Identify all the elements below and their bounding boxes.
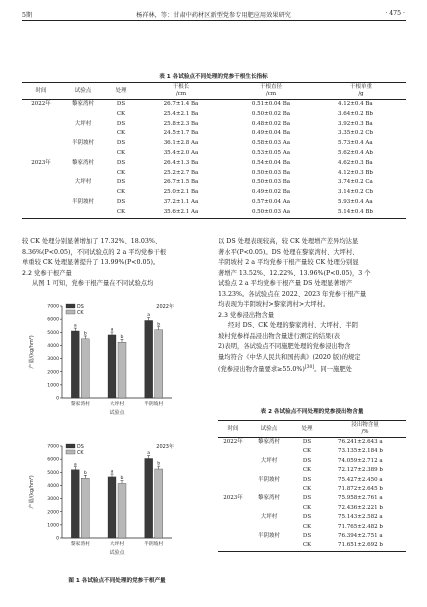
chart-year-label: 2023年 bbox=[156, 444, 174, 450]
table2-cell-val: 76.241±2.643 a bbox=[338, 439, 383, 445]
table2-row bbox=[218, 541, 406, 551]
table1-cell-year bbox=[22, 198, 60, 208]
right-para-line: 著水平(P<0.05)。DS 处理在黎家湾村、大坪村、 bbox=[218, 248, 359, 256]
table1-cell-wt: 4.62±0.3 Ba bbox=[338, 159, 373, 166]
table2-cell-trt: DS bbox=[302, 457, 312, 464]
page-number: · 475 · bbox=[385, 10, 405, 17]
table1-row bbox=[22, 100, 406, 110]
table2-row bbox=[218, 532, 406, 541]
y-tick-label: 3000 bbox=[47, 357, 59, 363]
table1-body bbox=[22, 100, 406, 219]
bar-ds bbox=[108, 335, 116, 398]
table1-row bbox=[22, 149, 406, 159]
x-tick-label: 大坪村 bbox=[109, 542, 125, 547]
y-tick-label: 5000 bbox=[47, 470, 59, 476]
table1-cell-wt: 3.35±0.2 Cb bbox=[338, 130, 374, 137]
table1-header-row bbox=[22, 83, 406, 100]
table1-row bbox=[22, 208, 406, 218]
table1-row bbox=[22, 120, 406, 130]
table1-cell-trt: DS bbox=[116, 140, 126, 147]
significance-letter: a bbox=[110, 469, 114, 475]
table2-cell-site: 大坪村 bbox=[260, 514, 278, 521]
significance-letter: a bbox=[147, 451, 151, 457]
table1-cell-trt: DS bbox=[116, 198, 126, 205]
right-para-line: 试验点 2 a 平均党参干根产量 DS 处理显著增产 bbox=[218, 280, 353, 287]
table1-cell-site bbox=[60, 208, 106, 218]
table2-cell-val: 71.651±2.692 b bbox=[338, 542, 383, 549]
y-tick-label: 2000 bbox=[47, 370, 59, 376]
table1-cell-dia: 0.51±0.04 Ba bbox=[251, 101, 291, 107]
table1-cell-site: 半阴坡村 bbox=[71, 198, 94, 205]
table2-cell-site: 大坪村 bbox=[260, 457, 278, 464]
table1-cell-trt: CK bbox=[116, 130, 126, 137]
table1-cell-trt: DS bbox=[116, 120, 126, 127]
table1-cell-dia: 0.50±0.03 Aa bbox=[251, 208, 291, 215]
table2-cell-year bbox=[218, 523, 248, 532]
significance-letter: b bbox=[157, 461, 161, 467]
bar-ck bbox=[118, 483, 126, 538]
table2-cell-val: 71.765±2.482 b bbox=[338, 523, 383, 530]
table1-cell-year bbox=[22, 208, 60, 218]
table2-row bbox=[218, 457, 406, 466]
table2-cell-year bbox=[218, 504, 248, 513]
table1-cell-len: 36.1±2.8 Aa bbox=[163, 140, 199, 147]
table1-header: 干根直径 /cm bbox=[259, 84, 282, 97]
table1-cell-wt: 3.64±0.2 Bb bbox=[338, 110, 373, 117]
y-tick-label: 5000 bbox=[47, 330, 59, 336]
table1-cell-site: 大坪村 bbox=[74, 179, 92, 186]
y-tick-label: 0 bbox=[56, 396, 59, 402]
bar-ck bbox=[81, 478, 89, 538]
table1-cell-wt: 5.14±0.4 Bb bbox=[338, 208, 373, 215]
table2-cell-site: 黎家湾村 bbox=[257, 495, 280, 502]
table2-cell-site: 半阴坡村 bbox=[257, 476, 280, 483]
table1-cell-year bbox=[22, 120, 60, 130]
table1-row bbox=[22, 110, 406, 120]
table2 bbox=[218, 420, 406, 552]
table1-cell-wt: 5.62±0.4 Ab bbox=[338, 149, 373, 156]
table2-header: 时间 bbox=[227, 425, 239, 432]
table1-cell-year bbox=[22, 110, 60, 120]
figure1-caption: 图 1 各试验点不同处理的党参干根产量 bbox=[68, 578, 166, 584]
table2-cell-site bbox=[248, 447, 290, 456]
table2-cell-trt: DS bbox=[302, 439, 312, 445]
significance-letter: a bbox=[147, 313, 151, 319]
table1-cell-year bbox=[22, 129, 60, 139]
table1-cell-site: 半阴坡村 bbox=[71, 140, 94, 147]
table2-cell-val: 73.135±2.184 b bbox=[338, 448, 383, 455]
table1-cell-trt: CK bbox=[116, 169, 126, 176]
table2-cell-site bbox=[248, 485, 290, 494]
table2-cell-val: 71.872±2.645 b bbox=[338, 486, 383, 493]
table2-cell-site: 黎家湾村 bbox=[257, 439, 280, 445]
table1-row bbox=[22, 129, 406, 139]
x-tick-label: 黎家湾村 bbox=[70, 402, 90, 407]
table1-cell-site bbox=[60, 129, 106, 139]
table1-cell-dia: 0.49±0.02 Ba bbox=[251, 189, 291, 196]
table2-cell-trt: DS bbox=[302, 514, 312, 521]
significance-letter: b bbox=[157, 322, 161, 328]
table1-cell-wt: 5.93±0.4 Aa bbox=[338, 198, 373, 205]
legend-swatch-ck bbox=[66, 310, 75, 314]
table1-row bbox=[22, 169, 406, 179]
bar-ck bbox=[155, 330, 163, 398]
table1-cell-year bbox=[22, 178, 60, 188]
table1-cell-len: 26.7±1.5 Ba bbox=[163, 179, 199, 186]
table2-cell-val: 76.394±2.751 a bbox=[338, 533, 383, 540]
table2-row bbox=[218, 523, 406, 532]
significance-letter: b bbox=[83, 331, 87, 337]
table2-cell-trt: DS bbox=[302, 495, 312, 502]
table1-caption: 表 1 各试验点不同处理的党参干根生长指标 bbox=[159, 74, 268, 80]
table2-cell-year bbox=[218, 457, 248, 466]
table1-cell-dia: 0.48±0.02 Ba bbox=[251, 120, 291, 127]
table2-cell-site bbox=[248, 523, 290, 532]
table1-cell-dia: 0.53±0.05 Aa bbox=[251, 149, 291, 156]
table2-row bbox=[218, 447, 406, 456]
table1-header: 试验点 bbox=[74, 87, 92, 94]
table2-cell-year: 2023年 bbox=[223, 495, 243, 502]
table1-cell-dia: 0.50±0.02 Ba bbox=[251, 110, 291, 117]
significance-letter: a bbox=[73, 462, 77, 468]
x-tick-label: 黎家湾村 bbox=[70, 542, 90, 547]
right-para-line bbox=[218, 363, 352, 376]
table1-cell-wt: 5.73±0.4 Aa bbox=[338, 140, 373, 147]
table2-header-row bbox=[218, 421, 406, 438]
table1-cell-dia: 0.57±0.04 Aa bbox=[251, 198, 291, 205]
table2-row bbox=[218, 485, 406, 494]
table1-cell-year bbox=[22, 169, 60, 179]
table2-cell-trt: CK bbox=[302, 467, 312, 474]
table1-cell-year bbox=[22, 149, 60, 159]
section-heading-2-2: 2.2 党参干根产量 bbox=[22, 269, 72, 277]
table1-cell-dia: 0.54±0.04 Ba bbox=[251, 159, 291, 166]
right-para-line: 著增产 13.52%、12.22%、13.96%(P<0.05)，3 个 bbox=[218, 269, 371, 277]
y-axis-label: 产量/(kg/hm²) bbox=[29, 475, 35, 509]
bar-ck bbox=[118, 342, 126, 398]
table2-cell-val: 75.958±2.761 a bbox=[338, 495, 383, 502]
table1-cell-trt: DS bbox=[116, 159, 126, 166]
y-tick-label: 4000 bbox=[47, 484, 59, 490]
significance-letter: a bbox=[73, 323, 77, 329]
y-tick-label: 7000 bbox=[47, 444, 59, 450]
y-tick-label: 1000 bbox=[47, 383, 59, 389]
table2-cell-val: 75.143±2.582 a bbox=[338, 514, 383, 521]
table1-cell-wt: 4.12±0.3 Bb bbox=[338, 169, 373, 176]
table2-header: 浸出物含量 /% bbox=[351, 422, 379, 435]
table2-cell-year bbox=[218, 466, 248, 475]
table2-row bbox=[218, 504, 406, 513]
citation: [30] bbox=[304, 365, 315, 370]
table1-cell-len: 25.4±2.1 Ba bbox=[163, 110, 199, 117]
table1-cell-len: 35.6±2.1 Aa bbox=[163, 208, 199, 215]
table2-cell-trt: DS bbox=[302, 533, 312, 540]
y-tick-label: 2000 bbox=[47, 510, 59, 516]
table1-cell-len: 35.4±2.0 Aa bbox=[163, 149, 199, 156]
table2-cell-site bbox=[248, 541, 290, 551]
table2-cell-year bbox=[218, 541, 248, 551]
bar-ds bbox=[145, 320, 153, 398]
table2-cell-trt: CK bbox=[302, 542, 312, 549]
legend-label-ck: CK bbox=[77, 311, 84, 316]
x-tick-label: 大坪村 bbox=[109, 402, 125, 407]
table1-row bbox=[22, 159, 406, 169]
table1-row bbox=[22, 188, 406, 198]
bar-ds bbox=[108, 477, 116, 538]
bar-ck bbox=[155, 469, 163, 538]
table2-cell-year bbox=[218, 476, 248, 485]
table2-cell-year bbox=[218, 532, 248, 541]
section-heading-2-3: 2.3 党参浸出物含量 bbox=[218, 311, 275, 319]
table2-row bbox=[218, 466, 406, 475]
right-para-line: 量均符合《中华人民共和国药典》(2020 版)的规定 bbox=[218, 353, 361, 361]
significance-letter: b bbox=[120, 334, 124, 340]
table1-cell-year bbox=[22, 139, 60, 149]
table2-cell-trt: CK bbox=[302, 523, 312, 530]
y-tick-label: 0 bbox=[56, 536, 59, 542]
table2-cell-site bbox=[248, 504, 290, 513]
bar-ds bbox=[145, 458, 153, 538]
table2-cell-year bbox=[218, 485, 248, 494]
x-axis-label: 试验点 bbox=[109, 410, 125, 416]
table1-cell-trt: CK bbox=[116, 189, 126, 196]
table2-cell-val: 75.427±2.450 a bbox=[338, 476, 383, 483]
table2-header: 试验点 bbox=[260, 425, 278, 432]
table1-cell-len: 25.2±2.7 Ba bbox=[163, 169, 199, 176]
x-tick-label: 半阴坡村 bbox=[144, 402, 164, 407]
table1-cell-trt: CK bbox=[116, 208, 126, 215]
right-para-line: 13.23%。各试验点在 2022、2023 年党参干根产量 bbox=[218, 290, 367, 298]
table1-cell-site bbox=[60, 149, 106, 159]
table2-row bbox=[218, 438, 406, 448]
left-para-line: 较 CK 处理分别显著增加了 17.32%、18.03%、 bbox=[22, 238, 162, 245]
running-title: 杨祥林，等：甘肃中药材区新型党参专用肥应用效果研究 bbox=[136, 12, 291, 19]
right-para-line: 坡村党参样品浸出物含量进行测定的结果(表 bbox=[218, 332, 341, 340]
table1-cell-wt: 3.14±0.2 Cb bbox=[338, 189, 374, 196]
table1-row bbox=[22, 139, 406, 149]
right-para-line: 2)表明，各试验点不同施肥处理的党参浸出物含 bbox=[218, 343, 351, 350]
table1-cell-site bbox=[60, 110, 106, 120]
legend-label-ds: DS bbox=[77, 445, 84, 450]
left-para-line: 从图 1 可知，党参干根产量在不同试验点均 bbox=[32, 280, 154, 287]
table1-cell-site: 黎家湾村 bbox=[71, 101, 94, 107]
table1-header: 干根长 /cm bbox=[172, 84, 190, 97]
bar-ck bbox=[81, 339, 89, 398]
table1-cell-trt: DS bbox=[116, 179, 126, 186]
table2-cell-year bbox=[218, 447, 248, 456]
table1-cell-wt: 3.74±0.2 Ca bbox=[338, 179, 373, 186]
table2-header: 处理 bbox=[301, 425, 313, 432]
table2-cell-site: 半阴坡村 bbox=[257, 533, 280, 540]
table1-cell-site: 大坪村 bbox=[74, 120, 92, 127]
table1-cell-trt: DS bbox=[116, 101, 126, 107]
chart-year-label: 2022年 bbox=[156, 304, 174, 310]
table2-cell-trt: CK bbox=[302, 504, 312, 511]
legend-swatch-ck bbox=[66, 450, 75, 454]
y-tick-label: 6000 bbox=[47, 317, 59, 323]
table1-cell-dia: 0.58±0.03 Aa bbox=[251, 140, 291, 147]
table1-cell-year bbox=[22, 188, 60, 198]
y-tick-label: 3000 bbox=[47, 497, 59, 503]
right-para-line: 均表现为半阴坡村>黎家湾村>大坪村。 bbox=[218, 301, 330, 308]
table1-cell-year: 2023年 bbox=[31, 159, 51, 166]
bar-ds bbox=[71, 331, 79, 398]
table1-cell-wt: 4.12±0.4 Ba bbox=[338, 101, 373, 107]
table1-cell-site bbox=[60, 169, 106, 179]
table1 bbox=[22, 82, 406, 219]
legend-swatch-ds bbox=[66, 304, 75, 308]
bar-ds bbox=[71, 470, 79, 538]
x-tick-label: 半阴坡村 bbox=[144, 542, 164, 547]
right-para-line: 经对 DS、CK 处理的黎家湾村、大坪村、半阴 bbox=[228, 322, 358, 329]
table1-row bbox=[22, 178, 406, 188]
x-axis-label: 试验点 bbox=[109, 550, 125, 556]
table1-cell-len: 25.8±2.3 Ba bbox=[163, 120, 199, 127]
table1-header: 时间 bbox=[35, 87, 47, 94]
table2-row bbox=[218, 494, 406, 503]
left-para-line: 单重较 CK 处理显著提升了 13.99%(P<0.05)。 bbox=[22, 259, 160, 266]
table2-cell-val: 72.436±2.221 b bbox=[338, 504, 383, 511]
table2-body bbox=[218, 438, 406, 552]
table1-cell-dia: 0.49±0.04 Ba bbox=[251, 130, 291, 137]
right-para-text: 。同一施肥处 bbox=[314, 366, 352, 374]
header-rule bbox=[22, 20, 406, 21]
table2-cell-val: 72.127±2.389 b bbox=[338, 467, 383, 474]
yield-chart-2023 bbox=[22, 432, 212, 567]
table1-header: 处理 bbox=[115, 87, 127, 94]
table1-cell-len: 37.2±1.1 Aa bbox=[163, 198, 199, 205]
significance-letter: b bbox=[120, 476, 124, 482]
table2-row bbox=[218, 513, 406, 522]
table2-cell-trt: DS bbox=[302, 476, 312, 483]
table2-cell-trt: CK bbox=[302, 486, 312, 493]
table2-caption: 表 2 各试验点不同处理的党参浸出物含量 bbox=[260, 409, 364, 415]
legend-label-ds: DS bbox=[77, 305, 84, 310]
legend-swatch-ds bbox=[66, 444, 75, 448]
table2-cell-site bbox=[248, 466, 290, 475]
journal-issue: 5期 bbox=[22, 12, 33, 19]
y-tick-label: 6000 bbox=[47, 457, 59, 463]
table1-cell-dia: 0.50±0.03 Ba bbox=[251, 169, 291, 176]
table1-cell-len: 26.7±1.4 Ba bbox=[163, 101, 199, 107]
table1-row bbox=[22, 198, 406, 208]
table2-row bbox=[218, 476, 406, 485]
table1-cell-len: 24.5±1.7 Ba bbox=[163, 130, 199, 137]
table1-cell-site: 黎家湾村 bbox=[71, 159, 94, 166]
y-axis-label: 产量/(kg/hm²) bbox=[29, 335, 35, 369]
table1-cell-wt: 3.92±0.3 Ba bbox=[338, 120, 373, 127]
table1-cell-trt: CK bbox=[116, 149, 126, 156]
table1-cell-year: 2022年 bbox=[31, 101, 51, 107]
table1-cell-site bbox=[60, 188, 106, 198]
yield-chart-2022 bbox=[22, 292, 212, 427]
significance-letter: a bbox=[110, 327, 114, 333]
table1-cell-trt: CK bbox=[116, 110, 126, 117]
right-para-line: 以 DS 处理表现较高，较 CK 处理增产差异均达显 bbox=[218, 238, 359, 245]
table2-cell-year bbox=[218, 513, 248, 522]
table1-cell-len: 25.0±2.1 Ba bbox=[163, 189, 199, 196]
y-tick-label: 7000 bbox=[47, 304, 59, 310]
table1-cell-dia: 0.50±0.03 Ba bbox=[251, 179, 291, 186]
table2-cell-trt: CK bbox=[302, 448, 312, 455]
significance-letter: b bbox=[83, 470, 87, 476]
table2-cell-val: 74.059±2.712 a bbox=[338, 457, 383, 464]
right-para-text: (党参浸出物含量要求≥55.0%) bbox=[218, 366, 305, 374]
table1-header: 干根单重 /g bbox=[349, 84, 372, 97]
left-para-line: 8.36%(P<0.05)，不同试验点的 2 a 平均党参干根 bbox=[22, 248, 167, 256]
y-tick-label: 4000 bbox=[47, 344, 59, 350]
table1-cell-len: 26.4±1.3 Ba bbox=[163, 159, 199, 166]
legend-label-ck: CK bbox=[77, 451, 84, 456]
y-tick-label: 1000 bbox=[47, 523, 59, 529]
table2-cell-year: 2022年 bbox=[223, 439, 243, 445]
right-para-line: 半阴坡村 2 a 平均党参干根产量较 CK 处理分别显 bbox=[218, 259, 359, 266]
